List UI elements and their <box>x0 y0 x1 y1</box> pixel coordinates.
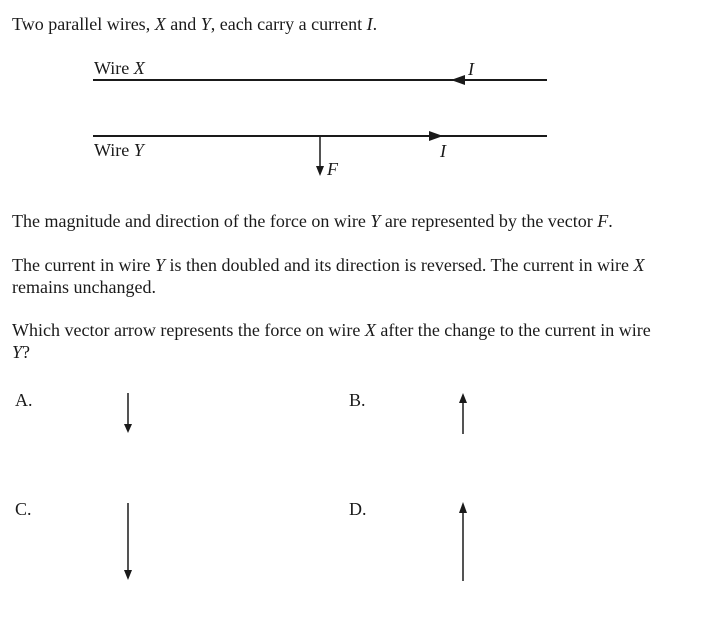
option-b-label[interactable]: B. <box>349 390 366 410</box>
wire-x-label: Wire X <box>94 58 145 78</box>
question-line-2: Y? <box>12 342 31 362</box>
statement-2-line-2: remains unchanged. <box>12 277 156 297</box>
current-y-label: I <box>440 141 446 161</box>
current-x-label: I <box>468 59 474 79</box>
option-a-label[interactable]: A. <box>15 390 33 410</box>
option-d-arrowhead <box>459 502 467 513</box>
force-vector-arrowhead <box>316 166 324 176</box>
option-b-arrowhead <box>459 393 467 403</box>
force-label: F <box>327 159 338 179</box>
current-x-arrowhead <box>451 75 465 85</box>
wire-y-label: Wire Y <box>94 140 144 160</box>
option-d-label[interactable]: D. <box>349 499 367 519</box>
option-a-arrowhead <box>124 424 132 433</box>
intro-text: Two parallel wires, X and Y, each carry a current I. <box>12 14 378 34</box>
question-line-1: Which vector arrow represents the force on wire X after the change to the current in wire <box>12 320 651 340</box>
statement-2-line-1: The current in wire Y is then doubled and its direction is reversed. The current in wire X <box>12 255 645 275</box>
statement-1: The magnitude and direction of the force on wire Y are represented by the vector F. <box>12 211 613 231</box>
current-y-arrowhead <box>429 131 443 141</box>
option-c-label[interactable]: C. <box>15 499 32 519</box>
option-c-arrowhead <box>124 570 132 580</box>
